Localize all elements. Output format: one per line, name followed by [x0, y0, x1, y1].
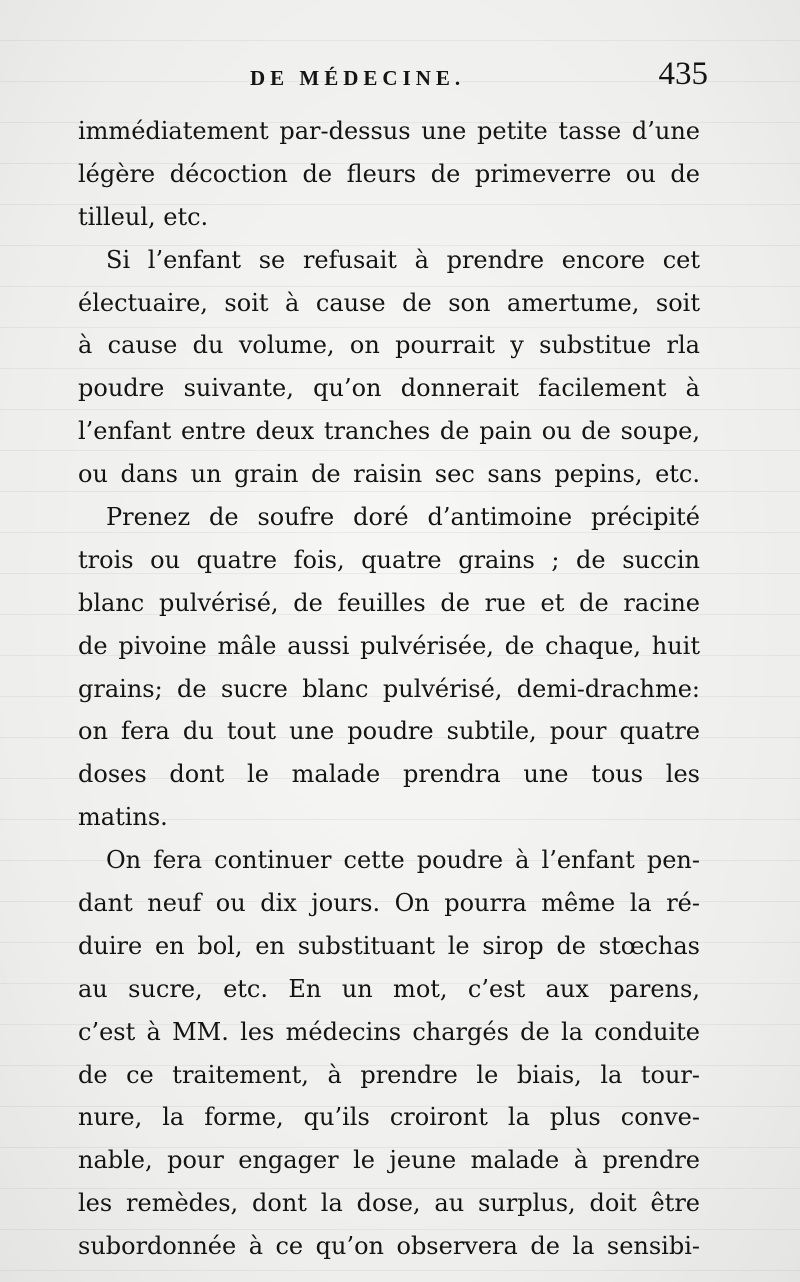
text-line: immédiatement par-dessus une petite tasse d’une — [78, 117, 700, 145]
page-number: 435 — [658, 56, 708, 92]
text-line: légère décoction de fleurs de primeverre ou de — [78, 159, 700, 188]
text-line: au sucre, etc. En un mot, c’est aux parens, — [78, 974, 700, 1003]
text-line: Prenez de soufre doré d’antimoine précipité — [106, 503, 700, 532]
text-line: nure, la forme, qu’ils croiront la plus conve- — [78, 1103, 700, 1132]
text-line: blanc pulvérisé, de feuilles de rue et de racine — [78, 588, 700, 617]
text-line: de pivoine mâle aussi pulvérisée, de chaque, huit — [78, 631, 700, 660]
text-line: tilleul, etc. — [78, 202, 209, 231]
text-line: l’enfant entre deux tranches de pain ou de soupe, — [78, 417, 700, 446]
text-line: duire en bol, en substituant le sirop de stœchas — [78, 931, 700, 960]
page-header — [250, 56, 708, 100]
text-line: ou dans un grain de raisin sec sans pepins, etc. — [78, 460, 700, 489]
text-line: les remèdes, dont la dose, au surplus, doit être — [78, 1189, 700, 1218]
text-line: On fera continuer cette poudre à l’enfant pen- — [106, 846, 700, 875]
text-line: nable, pour engager le jeune malade à prendre — [78, 1146, 700, 1175]
text-line: c’est à MM. les médecins chargés de la conduite — [78, 1017, 700, 1046]
text-line: électuaire, soit à cause de son amertume, soit — [78, 288, 700, 317]
text-line: dant neuf ou dix jours. On pourra même la ré- — [78, 889, 700, 918]
body-text — [78, 110, 700, 1268]
text-line: poudre suivante, qu’on donnerait facilement à — [78, 374, 700, 403]
text-line: grains; de sucre blanc pulvérisé, demi-drachme: — [78, 674, 700, 703]
text-line: on fera du tout une poudre subtile, pour quatre — [78, 717, 700, 746]
text-line: à cause du volume, on pourrait y substitue rla — [78, 331, 700, 360]
text-line: Si l’enfant se refusait à prendre encore cet — [106, 245, 700, 274]
text-line: trois ou quatre fois, quatre grains ; de succin — [78, 545, 700, 574]
text-line: subordonnée à ce qu’on observera de la sensibi- — [78, 1232, 700, 1261]
text-line: doses dont le malade prendra une tous les — [78, 760, 700, 789]
text-line: matins. — [78, 803, 168, 832]
running-head: DE MÉDECINE. — [250, 66, 466, 90]
text-line: de ce traitement, à prendre le biais, la tour- — [78, 1060, 700, 1089]
